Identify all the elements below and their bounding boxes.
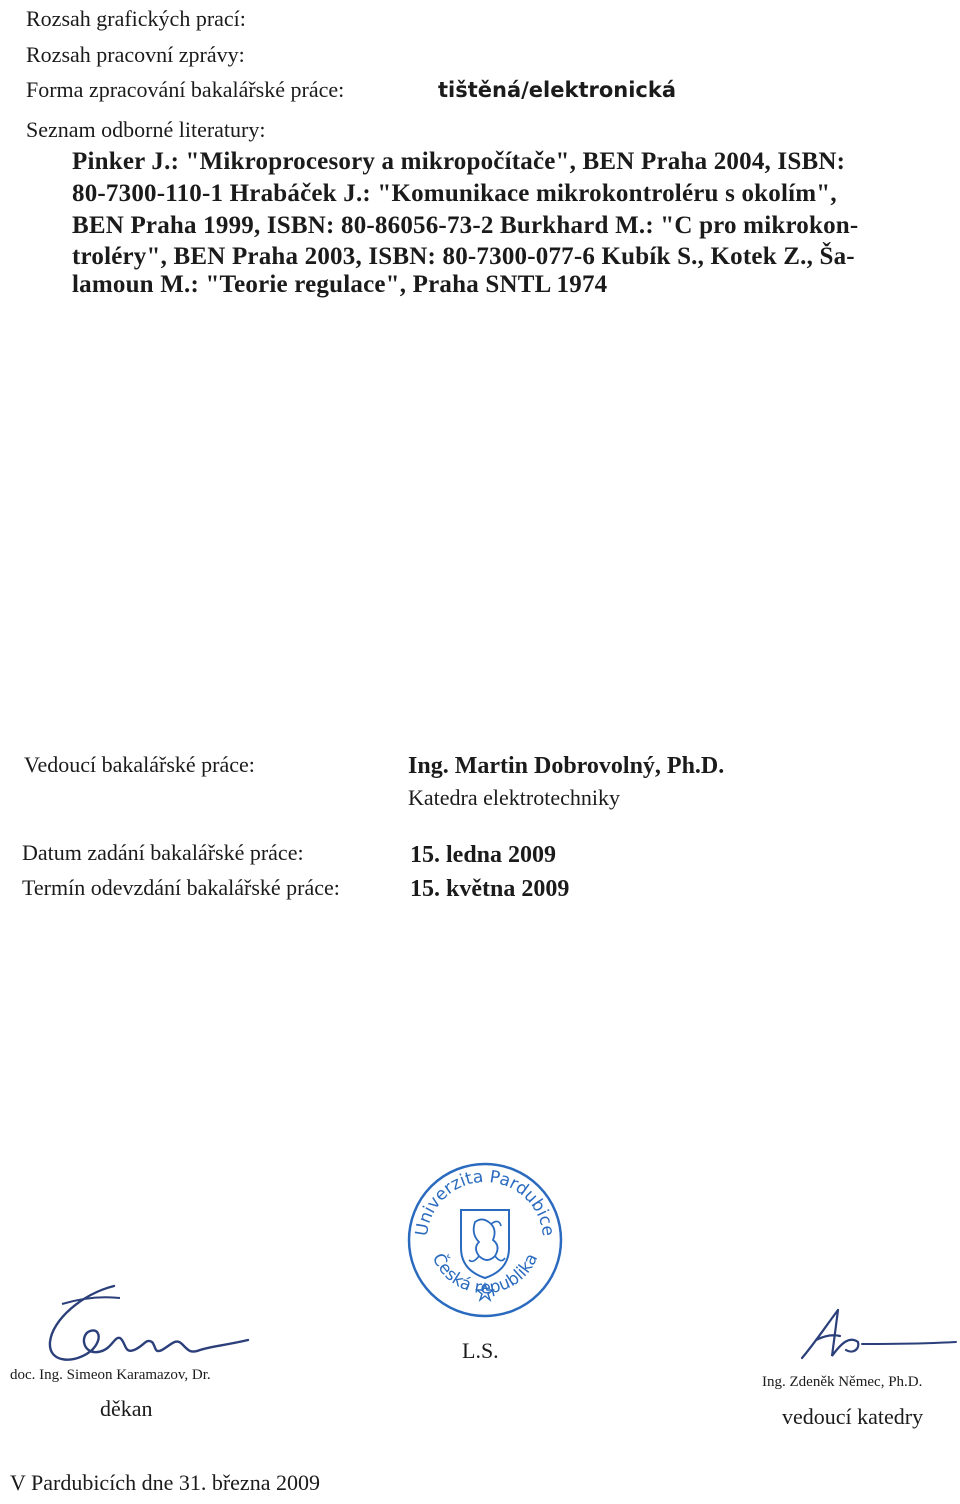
supervisor-department: Katedra elektrotechniky <box>408 785 620 810</box>
svg-text:Univerzita Pardubice <box>412 1167 558 1238</box>
form-label: Forma zpracování bakalářské práce: <box>26 77 345 102</box>
literature-line: lamoun M.: "Teorie regulace", Praha SNTL 1974 <box>72 271 608 298</box>
literature-line: BEN Praha 1999, ISBN: 80-86056-73-2 Burkhard M.: "C pro mikrokon- <box>72 212 859 239</box>
coat-of-arms-icon <box>461 1210 509 1278</box>
ls-mark: L.S. <box>462 1338 499 1363</box>
supervisor-name: Ing. Martin Dobrovolný, Ph.D. <box>408 753 725 779</box>
svg-text:Česká republika <box>428 1249 542 1298</box>
assigned-date-value: 15. ledna 2009 <box>410 842 557 868</box>
literature-line: 80-7300-110-1 Hrabáček J.: "Komunikace mikrokontroléru s okolím", <box>72 180 837 207</box>
university-stamp <box>405 1160 565 1320</box>
assigned-date-label: Datum zadání bakalářské práce: <box>22 840 304 865</box>
due-date-value: 15. května 2009 <box>410 876 570 902</box>
place-date: V Pardubicích dne 31. března 2009 <box>10 1470 320 1495</box>
literature-line: troléry", BEN Praha 2003, ISBN: 80-7300-077-6 Kubík S., Kotek Z., Ša- <box>72 243 855 270</box>
head-signature <box>780 1300 958 1370</box>
graphics-scope-label: Rozsah grafických prací: <box>26 6 246 31</box>
head-name: Ing. Zdeněk Němec, Ph.D. <box>762 1374 923 1390</box>
literature-line: Pinker J.: "Mikroprocesory a mikropočítače", BEN Praha 2004, ISBN: <box>72 148 846 175</box>
dean-role: děkan <box>100 1396 153 1421</box>
due-date-label: Termín odevzdání bakalářské práce: <box>22 875 340 900</box>
supervisor-label: Vedoucí bakalářské práce: <box>24 752 255 777</box>
dean-name: doc. Ing. Simeon Karamazov, Dr. <box>10 1367 211 1383</box>
head-role: vedoucí katedry <box>782 1404 924 1429</box>
form-value: tištěná/elektronická <box>438 78 677 102</box>
report-scope-label: Rozsah pracovní zprávy: <box>26 42 245 67</box>
stamp-ring-top: Univerzita Pardubice <box>411 1166 558 1238</box>
literature-label: Seznam odborné literatury: <box>26 117 266 142</box>
dean-signature <box>22 1280 272 1380</box>
stamp-ring-bottom: Česká republika <box>427 1250 543 1299</box>
